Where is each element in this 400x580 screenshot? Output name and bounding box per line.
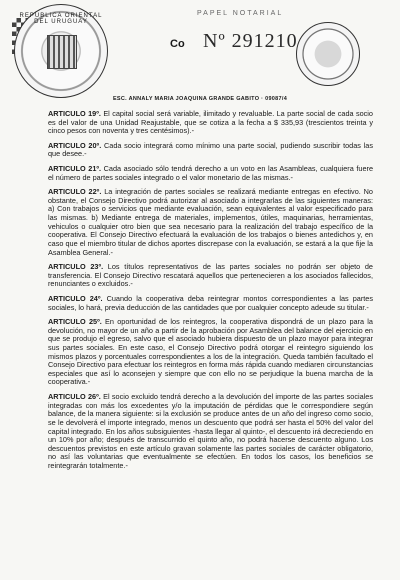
- article-label: ARTICULO 22º.: [48, 187, 102, 197]
- article-text: El capital social será variable, ilimitado y revaluable. La parte social de cada socio es del valor de una Unidad Reajustable, que se cotiza a la fecha a $ 335,93 (trescientos treinta y cinco pesos con noventa y tres centésimos).-: [48, 109, 373, 136]
- article-label: ARTICULO 26º.: [48, 392, 101, 402]
- paper-series: Co: [170, 38, 185, 50]
- articles-list: [48, 110, 373, 477]
- article-text: Los títulos representativos de las partes sociales no podrán ser objeto de transferencia. El Consejo Directivo rescatará aquellos que pertenecieren a los asociados fallecidos, renunciantes o excluidos.-: [48, 262, 373, 289]
- article-20: [48, 142, 373, 159]
- article-label: ARTICULO 25º.: [48, 317, 102, 327]
- seal-emblem: [47, 35, 77, 69]
- article-label: ARTICULO 23º.: [48, 262, 104, 272]
- article-text: Cada socio integrará como mínimo una parte social, pudiendo suscribir todas las que desee.-: [48, 140, 374, 159]
- article-26: [48, 393, 373, 470]
- article-text: Cada asociado sólo tendrá derecho a un voto en las Asambleas, cualquiera fuere el número de partes sociales integrado o el valor monetario de las mismas.-: [48, 164, 373, 182]
- paper-number: Nº 291210: [203, 30, 298, 52]
- article-text: En oportunidad de los reintegros, la cooperativa dispondrá de un plazo para la devolución, no mayor de un año a partir de la aprobación por Asamblea del balance del ejercicio en que se produjo el egreso, salvo que el asociado hubiera dispuesto de un plazo mayor para integrar sus partes sociales. En este caso, el Consejo Directivo podrá otorgar el reintegro siguiendo los mismos plazos y porcentuales correspondientes a los de la integración. Queda también facultado el Consejo Directivo para efectuar los reintegros en forma más rápida cuando mediaren circunstancias especiales que así lo aconsejen y siempre que con ello no se perjudique la buena marcha de la cooperativa.-: [48, 317, 373, 387]
- paper-title: PAPEL NOTARIAL: [197, 10, 284, 17]
- article-21: [48, 165, 373, 182]
- article-25: [48, 318, 373, 387]
- article-label: ARTICULO 24º.: [48, 293, 103, 303]
- article-label: ARTICULO 21º.: [48, 164, 102, 174]
- article-22: [48, 188, 373, 257]
- notary-line: ESC. ANNALY MARIA JOAQUINA GRANDE GABITO · 09087/4: [112, 96, 288, 102]
- seal-left-text: REPUBLICA ORIENTAL DEL URUGUAY: [19, 13, 103, 25]
- article-23: [48, 263, 373, 289]
- article-text: El socio excluido tendrá derecho a la devolución del importe de las partes sociales integradas con más los excedentes y/o la imputación de pérdidas que le correspondiere según balance, de la manera siguiente: si la exclusión se produce antes de un año del ingreso como socio, se le devolverá el importe integrado, menos un descuento que podrá ser hasta el 50% del valor del capital integrado. En los años subsiguientes -hasta llegar al quinto-, el descuento irá decreciendo en un 10% por año; después de transcurrido el quinto año, no podrá hacerse descuento alguno. Los descuentos previstos en este artículo gravan solamente las partes sociales de carácter obligatorio, no así las voluntarias que eventualmente se efectúen. En todos los casos, los beneficios se reintegrarán totalmente.-: [48, 392, 373, 470]
- article-text: La integración de partes sociales se realizará mediante entregas en efectivo. No obstante, el Consejo Directivo podrá autorizar al asociado a integrarlas de las siguientes maneras: a) Con trabajos o servicios que mediante evaluación, sean equivalentes al valor especificado para las mismas. b) Mediante entrega de materiales, implementos, útiles, maquinarias, herramientas, vehiculos o cualquier otro bien que sea necesario para la realización del trabajo específico de la cooperativa. El Consejo Directivo efectuará la evaluación de los trabajos o bienes antedichos y, en caso que el miembro titular de dichos aportes discrepase con la evaluación, se estará a la que fije la Asamblea General.-: [48, 187, 373, 257]
- article-24: [48, 295, 373, 312]
- article-text: Cuando la cooperativa deba reintegrar montos correspondientes a las partes sociales, lo hará, previa deducción de las cantidades que por cualquier concepto adeude su titular.-: [48, 293, 373, 312]
- article-19: [48, 110, 373, 136]
- article-label: ARTICULO 20º.: [48, 140, 102, 150]
- notary-seal-right: [296, 22, 360, 86]
- national-seal-left: [14, 4, 108, 98]
- article-label: ARTICULO 19º.: [48, 109, 101, 118]
